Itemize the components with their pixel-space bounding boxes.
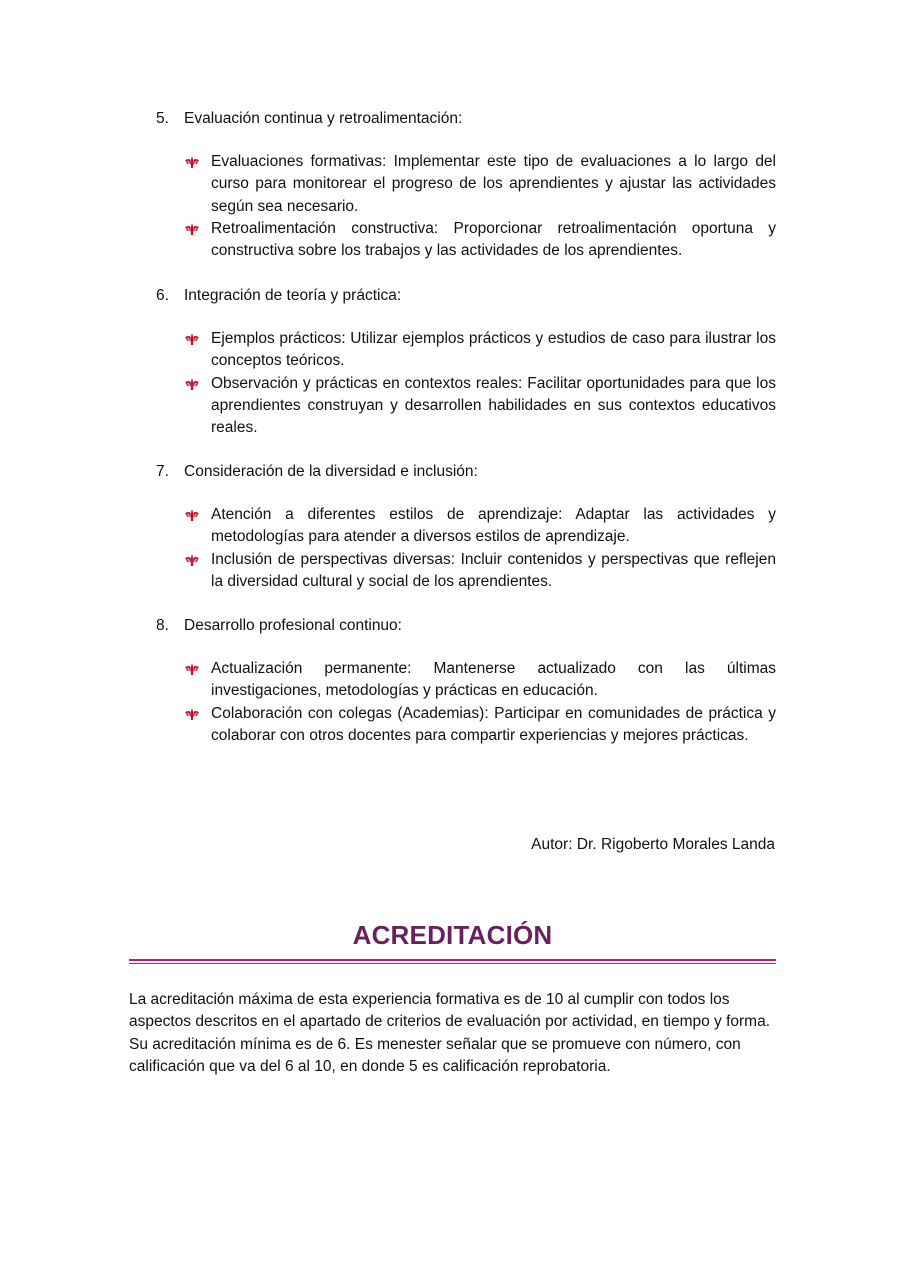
section-title: Evaluación continua y retroalimentación: (184, 110, 463, 127)
bullet-list (184, 658, 776, 747)
bullet-list (184, 151, 776, 262)
list-item (184, 703, 776, 748)
bullet-list (184, 504, 776, 593)
section-5 (156, 108, 776, 260)
winged-bullet-icon (184, 221, 200, 235)
section-8 (156, 615, 776, 744)
section-number: 5. (156, 110, 169, 127)
list-item-text: Retroalimentación constructiva: Proporcionar retroalimentación oportuna y constructiva sobre los trabajos y las actividades de los aprendientes. (211, 219, 776, 260)
list-item-text: Actualización permanente: Mantenerse actualizado con las últimas investigaciones, metodologías y prácticas en educación. (211, 660, 776, 700)
list-item (184, 218, 776, 263)
list-item (184, 328, 776, 373)
list-item (184, 549, 776, 594)
list-item-text: Ejemplos prácticos: Utilizar ejemplos prácticos y estudios de caso para ilustrar los conceptos teóricos. (211, 330, 776, 370)
list-item (184, 151, 776, 218)
list-item-text: Colaboración con colegas (Academias): Participar en comunidades de práctica y colaborar con otros docentes para compartir experiencias y mejores prácticas. (211, 704, 776, 744)
winged-bullet-icon (184, 376, 200, 390)
heading-rule (129, 959, 776, 961)
author-credit: Autor: Dr. Rigoberto Morales Landa (531, 836, 775, 853)
list-item-text: Inclusión de perspectivas diversas: Incluir contenidos y perspectivas que reflejen la diversidad cultural y social de los aprendientes. (211, 550, 776, 590)
winged-bullet-icon (184, 154, 200, 168)
heading-rule-thin (129, 963, 776, 964)
section-6 (156, 285, 776, 437)
acreditacion-body (129, 989, 779, 1078)
section-title: Desarrollo profesional continuo: (184, 617, 402, 634)
list-item (184, 658, 776, 703)
section-number: 7. (156, 463, 169, 480)
list-item (184, 504, 776, 549)
acreditacion-paragraph: La acreditación máxima de esta experiencia formativa es de 10 al cumplir con todos los aspectos descritos en el apartado de criterios de evaluación por actividad, en tiempo y forma. (129, 991, 771, 1031)
section-number: 8. (156, 617, 169, 634)
acreditacion-paragraph: Su acreditación mínima es de 6. Es menester señalar que se promueve con número, con calificación que va del 6 al 10, en donde 5 es calificación reprobatoria. (129, 1035, 741, 1075)
section-7 (156, 461, 776, 590)
winged-bullet-icon (184, 706, 200, 720)
winged-bullet-icon (184, 552, 200, 566)
list-item-text: Observación y prácticas en contextos reales: Facilitar oportunidades para que los aprendientes construyan y desarrollen habilidades en sus contextos educativos reales. (211, 374, 776, 437)
section-number: 6. (156, 287, 169, 304)
bullet-list (184, 328, 776, 439)
section-title: Integración de teoría y práctica: (184, 287, 402, 304)
section-heading (156, 108, 776, 130)
section-heading (156, 285, 776, 307)
winged-bullet-icon (184, 661, 200, 675)
section-heading (156, 615, 776, 637)
list-item (184, 373, 776, 440)
list-item-text: Atención a diferentes estilos de aprendizaje: Adaptar las actividades y metodologías para atender a diversos estilos de aprendizaje. (211, 506, 776, 546)
winged-bullet-icon (184, 331, 200, 345)
winged-bullet-icon (184, 507, 200, 521)
section-title: Consideración de la diversidad e inclusión: (184, 463, 478, 480)
acreditacion-heading: ACREDITACIÓN (352, 920, 553, 950)
section-heading (156, 461, 776, 483)
list-item-text: Evaluaciones formativas: Implementar este tipo de evaluaciones a lo largo del curso para monitorear el progreso de los aprendientes y ajustar las actividades según sea necesario. (211, 153, 776, 215)
